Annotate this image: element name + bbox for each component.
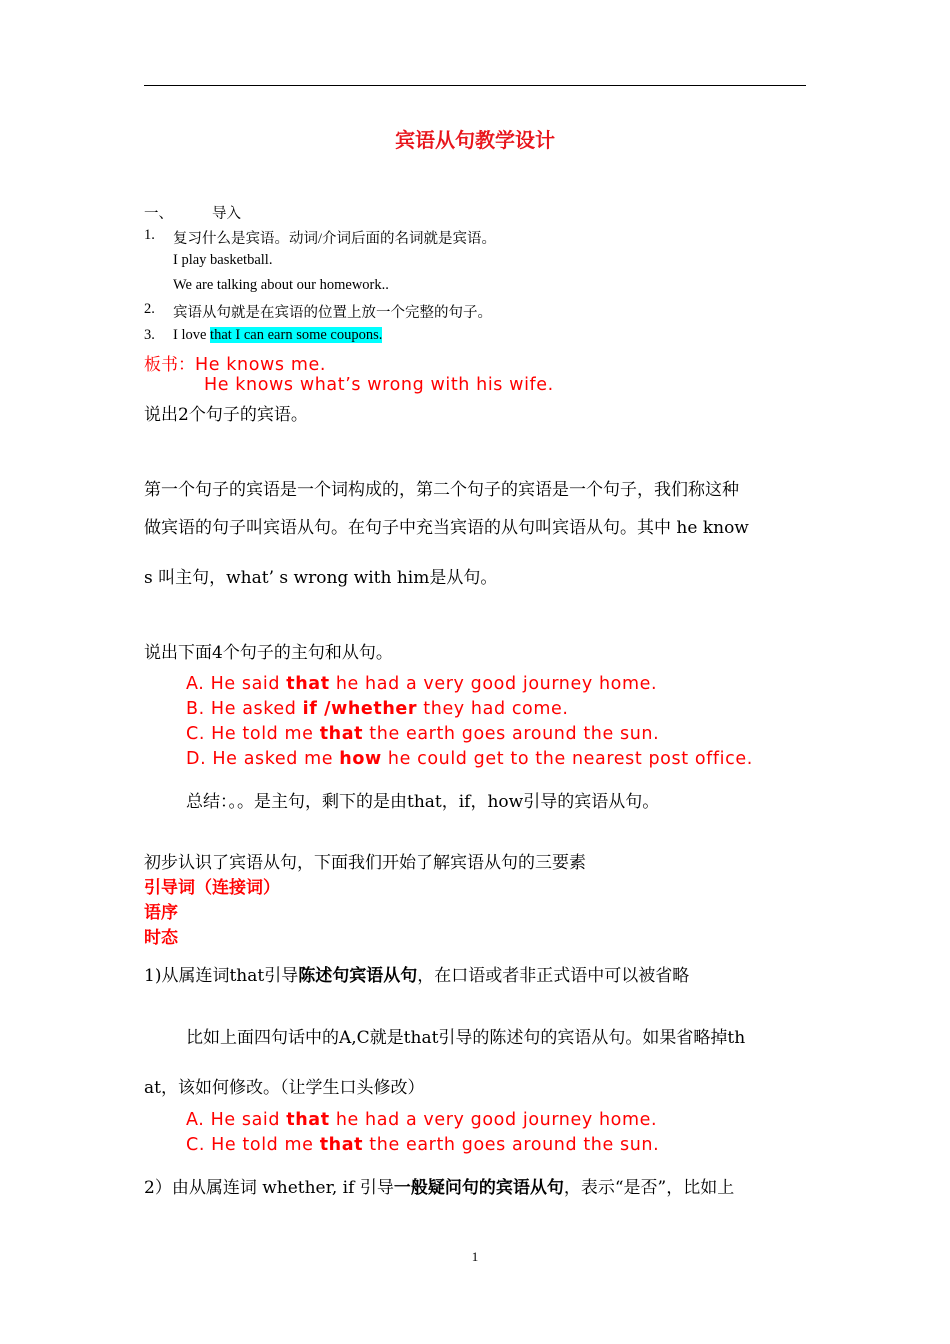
board-sentence: He knows me. xyxy=(195,355,326,375)
element-item: 语序 xyxy=(144,903,178,923)
text-prefix: I love xyxy=(173,327,211,343)
list-number: 2. xyxy=(144,301,155,317)
example-sentence-c xyxy=(186,1135,659,1155)
sentence-text: he had a very good journey home. xyxy=(329,1110,658,1130)
list-item-text xyxy=(173,327,382,344)
sentence-text: C. He told me xyxy=(186,724,320,744)
paragraph-line: 比如上面四句话中的A,C就是that引导的陈述句的宾语从句。如果省略掉th xyxy=(186,1028,746,1048)
paragraph-line: at，该如何修改。（让学生口头修改） xyxy=(144,1078,425,1098)
sentence-text: the earth goes around the sun. xyxy=(363,724,660,744)
example-sentence-d xyxy=(186,749,753,769)
sentence-text: C. He told me xyxy=(186,1135,320,1155)
point-bold-text: 陈述句宾语从句 xyxy=(298,966,418,986)
sentence-text: he had a very good journey home. xyxy=(329,674,658,694)
summary-text: 总结：。。是主句，剩下的是由that，if，how引导的宾语从句。 xyxy=(186,792,660,812)
sentence-text: D. He asked me xyxy=(186,749,340,769)
point-text: ，在口语或者非正式语中可以被省略 xyxy=(417,966,690,986)
preview-text: 初步认识了宾语从句，下面我们开始了解宾语从句的三要素 xyxy=(144,853,586,873)
example-sentence: I play basketball. xyxy=(173,252,273,268)
point-bold-text: 一般疑问句的宾语从句 xyxy=(393,1178,564,1198)
point-heading xyxy=(144,1173,734,1198)
sentence-text: A. He said xyxy=(186,1110,287,1130)
point-text: ，表示“是否”，比如上 xyxy=(563,1178,735,1198)
paragraph-line: 做宾语的句子叫宾语从句。在句子中充当宾语的从句叫宾语从句。其中 he know xyxy=(144,518,749,538)
list-item-text: 宾语从句就是在宾语的位置上放一个完整的句子。 xyxy=(173,305,492,321)
connector-word: if /whether xyxy=(302,699,418,719)
example-sentence: We are talking about our homework.. xyxy=(173,277,389,293)
list-number: 3. xyxy=(144,327,155,343)
example-sentence-b xyxy=(186,699,569,719)
example-sentence-a xyxy=(186,1110,657,1130)
prompt-text: 说出2个句子的宾语。 xyxy=(144,405,308,425)
prompt-text: 说出下面4个句子的主句和从句。 xyxy=(144,643,393,663)
connector-word: that xyxy=(319,724,364,744)
section-heading: 导入 xyxy=(212,206,241,222)
board-line xyxy=(144,350,326,375)
connector-word: that xyxy=(319,1135,364,1155)
element-item: 引导词（连接词） xyxy=(144,878,280,898)
sentence-text: they had come. xyxy=(417,699,569,719)
paragraph-line: s 叫主句，what’ s wrong with him是从句。 xyxy=(144,568,498,588)
document-title: 宾语从句教学设计 xyxy=(395,128,555,152)
sentence-text: the earth goes around the sun. xyxy=(363,1135,660,1155)
connector-word: that xyxy=(286,674,330,694)
sentence-text: he could get to the nearest post office. xyxy=(381,749,753,769)
connector-word: that xyxy=(286,1110,330,1130)
connector-word: how xyxy=(339,749,382,769)
list-item-text: 复习什么是宾语。动词/介词后面的名词就是宾语。 xyxy=(173,231,497,247)
section-number: 一、 xyxy=(144,206,173,222)
example-sentence-a xyxy=(186,674,657,694)
list-number: 1. xyxy=(144,227,155,243)
board-sentence: He knows what’s wrong with his wife. xyxy=(204,375,554,395)
header-rule xyxy=(144,85,806,86)
sentence-text: B. He asked xyxy=(186,699,303,719)
element-item: 时态 xyxy=(144,928,178,948)
point-text: 1)从属连词that引导 xyxy=(144,966,299,986)
point-heading xyxy=(144,961,689,986)
point-text: 2）由从属连词 whether, if 引导 xyxy=(144,1178,394,1198)
example-sentence-c xyxy=(186,724,659,744)
paragraph-line: 第一个句子的宾语是一个词构成的，第二个句子的宾语是一个句子，我们称这种 xyxy=(144,480,739,500)
board-label: 板书： xyxy=(144,355,195,375)
highlighted-text: that I can earn some coupons. xyxy=(210,327,383,343)
sentence-text: A. He said xyxy=(186,674,287,694)
page-number: 1 xyxy=(471,1249,479,1264)
